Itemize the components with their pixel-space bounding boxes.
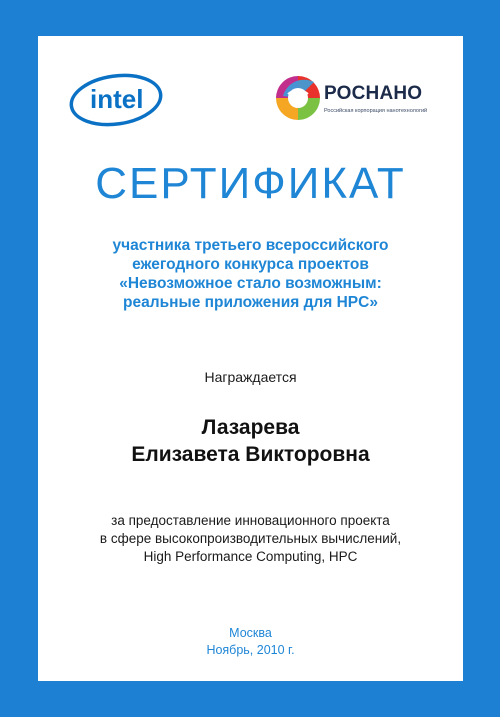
subtitle-line: реальные приложения для HPC»	[123, 294, 378, 311]
award-reason	[38, 512, 463, 566]
recipient-name	[38, 414, 463, 468]
svg-text:intel: intel	[90, 84, 144, 114]
subtitle-line: ежегодного конкурса проектов	[132, 256, 369, 273]
reason-line: в сфере высокопроизводительных вычислений,	[99, 531, 402, 546]
rosnano-subtitle: Российская корпорация нанотехнологий	[324, 108, 428, 114]
certificate-paper	[38, 36, 463, 681]
place-and-date	[38, 625, 463, 659]
recipient-surname: Лазарева	[201, 416, 300, 439]
subtitle-line: участника третьего всероссийского	[112, 237, 389, 254]
rosnano-name: РОСНАНО	[324, 83, 423, 104]
subtitle-line: «Невозможное стало возможным:	[119, 275, 382, 292]
rosnano-emblem-icon	[272, 72, 324, 124]
awarded-label: Награждается	[204, 369, 297, 385]
certificate-title: СЕРТИФИКАТ	[95, 159, 406, 208]
reason-line: High Performance Computing, HPC	[143, 549, 358, 564]
certificate-subtitle	[38, 236, 463, 312]
intel-logo	[68, 72, 164, 128]
recipient-given-names: Елизавета Викторовна	[131, 443, 370, 466]
rosnano-logo	[272, 72, 434, 126]
city: Москва	[229, 626, 272, 640]
date: Ноябрь, 2010 г.	[206, 643, 295, 657]
reason-line: за предоставление инновационного проекта	[111, 513, 390, 528]
